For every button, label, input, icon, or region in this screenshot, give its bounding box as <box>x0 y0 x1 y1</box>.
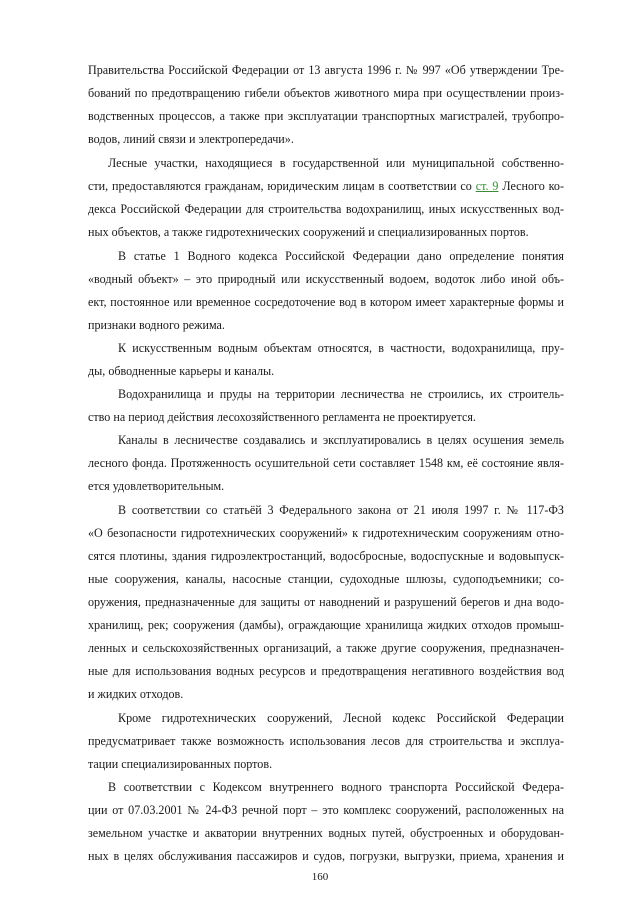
text-line: В соответствии со статьёй 3 Федерального закона от 21 июля 1997 г. № 117-ФЗ <box>118 503 564 517</box>
text-line: Кроме гидротехнических сооружений, Лесной кодекс Российской Федерации <box>118 711 564 725</box>
text-line: ство на период действия лесохозяйственного регламента не проектируется. <box>88 410 476 424</box>
text-line: сятся плотины, здания гидроэлектростанций, водосбросные, водоспускные и водовыпуск- <box>88 549 564 563</box>
text-line <box>88 179 564 193</box>
text-line: ных в целях обслуживания пассажиров и судов, погрузки, выгрузки, приема, хранения и <box>88 849 564 863</box>
text-line: и жидких отходов. <box>88 687 184 701</box>
text-line: ные для использования водных ресурсов и предотвращения негативного воздействия вод <box>88 664 564 678</box>
text-line: ект, постоянное или временное сосредоточение вод в котором имеет характерные формы и <box>88 295 564 309</box>
page-number: 160 <box>311 871 329 883</box>
text-line: оружения, предназначенные для защиты от наводнений и разрушений берегов и дна водо- <box>88 595 564 609</box>
text-line: «О безопасности гидротехнических сооружений» к гидротехническим сооружениям отно- <box>88 526 564 540</box>
text-line: бований по предотвращению гибели объектов животного мира при осуществлении произ- <box>88 86 564 100</box>
text-segment: сти, предоставляются гражданам, юридическим лицам в соответствии со <box>88 179 476 193</box>
text-line: декса Российской Федерации для строительства водохранилищ, иных искусственных вод- <box>88 202 564 216</box>
text-line: Лесные участки, находящиеся в государственной или муниципальной собственно- <box>108 156 564 170</box>
text-line: Водохранилища и пруды на территории лесничества не строились, их строитель- <box>118 387 564 401</box>
text-line: «водный объект» – это природный или искусственный водоем, водоток либо иной объ- <box>88 272 564 286</box>
text-line: хранилищ, рек; сооружения (дамбы), ограждающие хранилища жидких отходов промыш- <box>88 618 564 632</box>
text-line: лесного фонда. Протяженность осушительной сети составляет 1548 км, её состояние явля- <box>88 456 564 470</box>
text-line: предусматривает также возможность использования лесов для строительства и эксплуа- <box>88 734 564 748</box>
text-line: Правительства Российской Федерации от 13 августа 1996 г. № 997 «Об утверждении Тре- <box>88 63 564 77</box>
text-line: признаки водного режима. <box>88 318 225 332</box>
text-line: ных объектов, а также гидротехнических сооружений и специализированных портов. <box>88 225 529 239</box>
text-line: ции от 07.03.2001 № 24-ФЗ речной порт – это комплекс сооружений, расположенных на <box>88 803 564 817</box>
text-line: В статье 1 Водного кодекса Российской Федерации дано определение понятия <box>118 249 564 263</box>
text-line: земельном участке и акватории внутренних водных путей, обустроенных и оборудован- <box>88 826 564 840</box>
text-line: водственных процессов, а также при эксплуатации транспортных магистралей, трубопро- <box>88 109 564 123</box>
text-line: ды, обводненные карьеры и каналы. <box>88 364 275 378</box>
text-line: ется удовлетворительным. <box>88 479 225 493</box>
text-line: ленных и сельскохозяйственных организаций, а также другие сооружения, предназначен- <box>88 641 564 655</box>
text-line: тации специализированных портов. <box>88 757 273 771</box>
text-line: К искусственным водным объектам относятся, в частности, водохранилища, пру- <box>118 341 564 355</box>
text-line: Каналы в лесничестве создавались и эксплуатировались в целях осушения земель <box>118 433 564 447</box>
text-line: В соответствии с Кодексом внутреннего водного транспорта Российской Федера- <box>108 780 564 794</box>
text-line: ные сооружения, каналы, насосные станции, судоходные шлюзы, судоподъемники; со- <box>88 572 564 586</box>
article-9-link[interactable]: ст. 9 <box>475 179 499 193</box>
text-segment: Лесного ко- <box>498 179 565 193</box>
text-line: водов, линий связи и электропередачи». <box>88 132 294 146</box>
